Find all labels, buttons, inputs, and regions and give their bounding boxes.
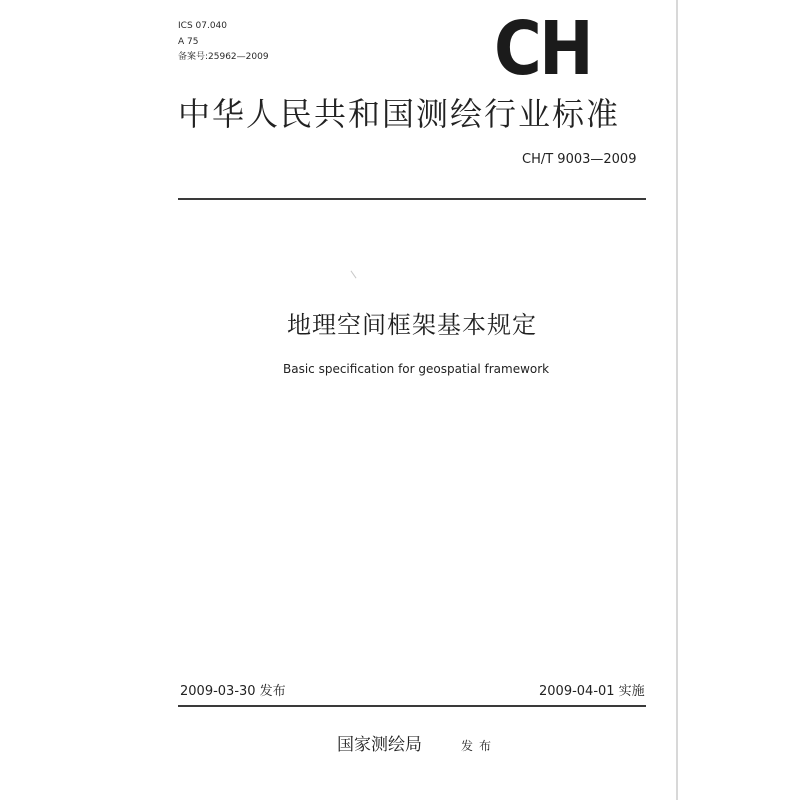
issuing-action: 发布 [461,739,498,753]
standard-category-title: 中华人民共和国测绘行业标准 [178,95,621,133]
paper-speck [351,271,357,279]
record-number: 备案号:25962—2009 [178,52,269,62]
top-divider [178,198,646,200]
issuing-authority: 国家测绘局 [337,735,422,755]
document-title-chinese: 地理空间框架基本规定 [287,311,537,339]
classification-code: A 75 [178,37,199,47]
ics-code: ICS 07.040 [178,21,228,31]
implementation-date: 2009-04-01 实施 [539,684,645,699]
document-title-english: Basic specification for geospatial framework [283,362,550,376]
standard-code: CH/T 9003—2009 [522,152,637,167]
ch-logo: CH [494,6,592,92]
page-edge-line [676,0,678,800]
bottom-divider [178,705,646,707]
issue-date: 2009-03-30 发布 [180,684,286,699]
